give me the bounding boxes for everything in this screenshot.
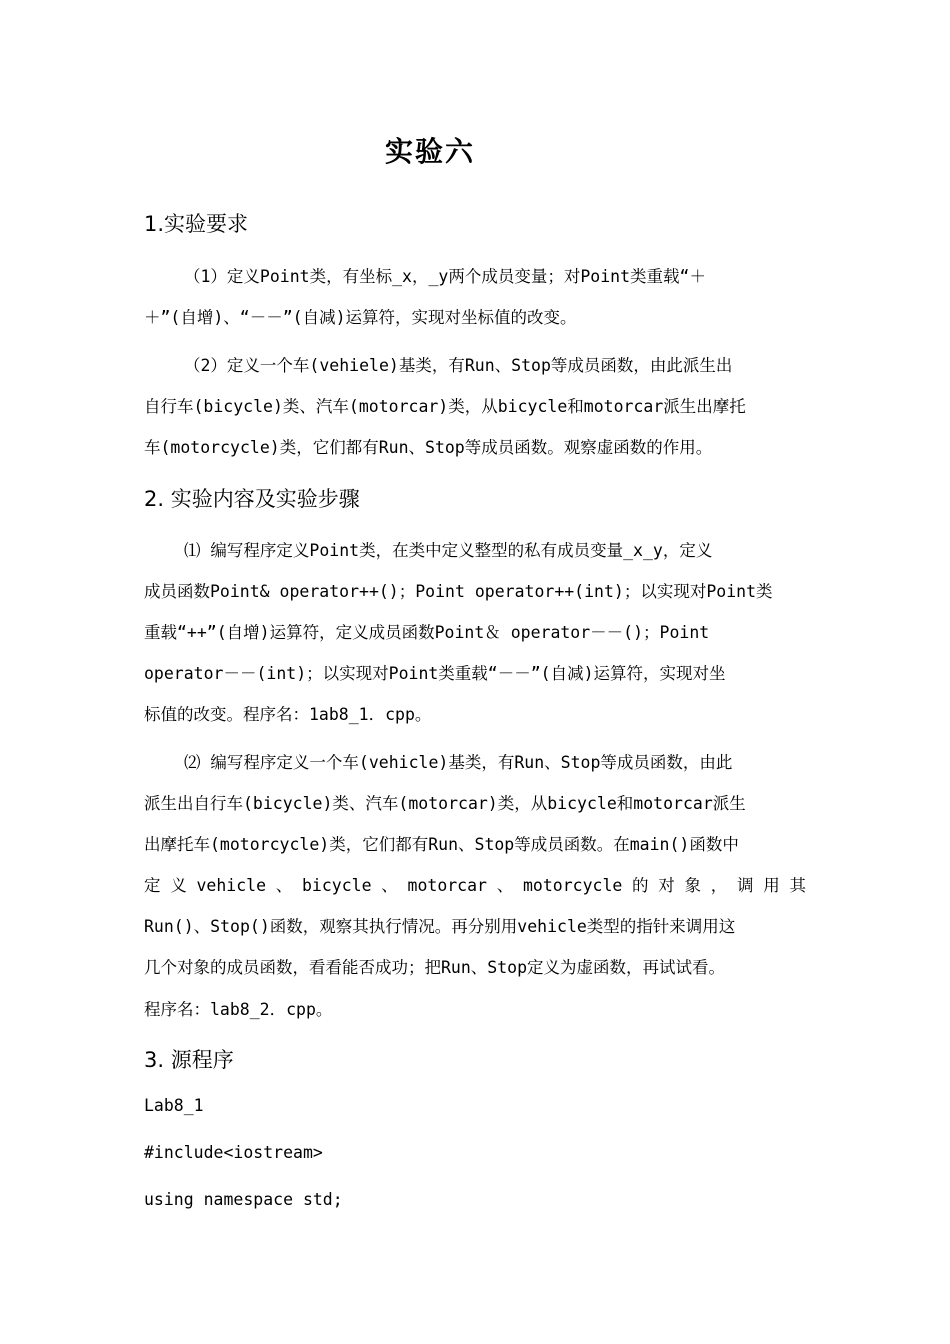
section-1-heading: 1.实验要求 <box>144 212 249 236</box>
page-title: 实验六 <box>384 135 475 168</box>
paragraph-line: （1）定义Point类，有坐标_x，_y两个成员变量；对Point类重载“＋ <box>184 267 706 286</box>
section-2-heading: 2. 实验内容及实验步骤 <box>144 487 360 511</box>
paragraph-line: 定义vehicle、bicycle、motorcar、motorcycle的对象，调用其 <box>144 876 806 895</box>
paragraph-line: 车(motorcycle)类，它们都有Run、Stop等成员函数。观察虚函数的作用。 <box>144 438 713 457</box>
code-line: using namespace std; <box>144 1190 343 1209</box>
section-3-heading: 3. 源程序 <box>144 1048 234 1072</box>
paragraph-line: 重载“++”(自增)运算符，定义成员函数Point＆ operator－－()；Point <box>144 623 710 642</box>
paragraph-line: ⑴ 编写程序定义Point类，在类中定义整型的私有成员变量_x_y，定义 <box>184 541 713 560</box>
paragraph-line: 自行车(bicycle)类、汽车(motorcar)类，从bicycle和motorcar派生出摩托 <box>144 397 746 416</box>
paragraph-line: （2）定义一个车(vehiele)基类，有Run、Stop等成员函数，由此派生出 <box>184 356 733 375</box>
code-line: Lab8_1 <box>144 1096 204 1115</box>
paragraph-line: ＋”(自增)、“－－”(自减)运算符，实现对坐标值的改变。 <box>144 308 577 327</box>
code-line: #include<iostream> <box>144 1143 323 1162</box>
paragraph-line: 标值的改变。程序名：1ab8_1．cpp。 <box>144 705 432 724</box>
paragraph-line: ⑵ 编写程序定义一个车(vehicle)基类，有Run、Stop等成员函数，由此 <box>184 753 733 772</box>
paragraph-line: 几个对象的成员函数，看看能否成功；把Run、Stop定义为虚函数，再试试看。 <box>144 958 726 977</box>
paragraph-line: 程序名：lab8_2．cpp。 <box>144 1000 333 1019</box>
paragraph-line: Run()、Stop()函数，观察其执行情况。再分别用vehicle类型的指针来调用这 <box>144 917 736 936</box>
paragraph-line: 派生出自行车(bicycle)类、汽车(motorcar)类，从bicycle和motorcar派生 <box>144 794 746 813</box>
paragraph-line: 成员函数Point& operator++()；Point operator++(int)；以实现对Point类 <box>144 582 773 601</box>
paragraph-line: operator－－(int)；以实现对Point类重载“－－”(自减)运算符，实现对坐 <box>144 664 726 683</box>
paragraph-line: 出摩托车(motorcycle)类，它们都有Run、Stop等成员函数。在main()函数中 <box>144 835 739 854</box>
